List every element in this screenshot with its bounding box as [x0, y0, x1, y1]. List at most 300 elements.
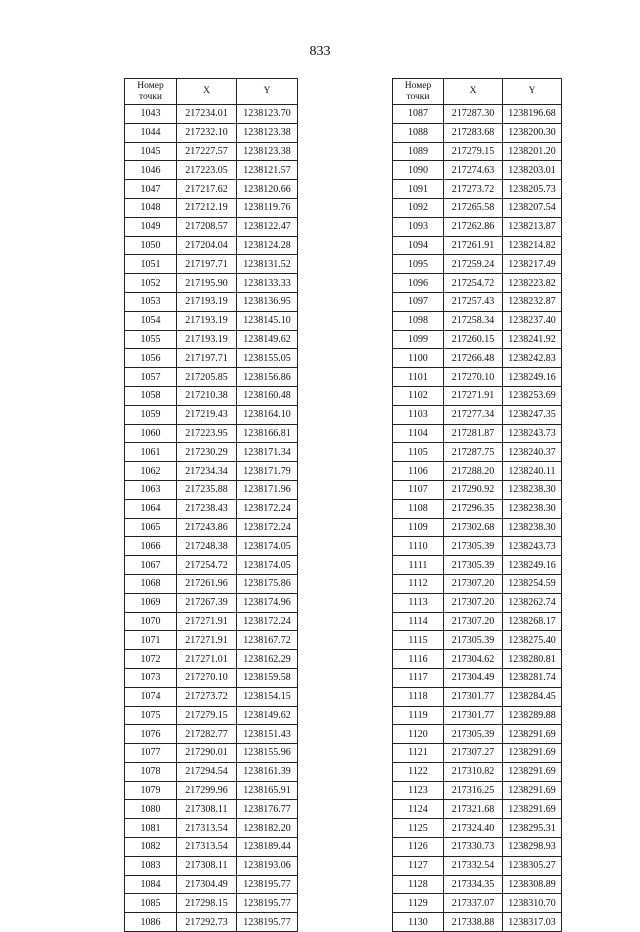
- point-number-cell: 1093: [393, 217, 444, 236]
- x-coordinate-cell: 217266.48: [444, 349, 503, 368]
- table-row: [125, 875, 298, 894]
- point-number-cell: 1100: [393, 349, 444, 368]
- point-number-cell: 1122: [393, 762, 444, 781]
- table-row: [393, 480, 562, 499]
- y-coordinate-cell: 1238156.86: [237, 368, 298, 387]
- table-row: [393, 161, 562, 180]
- point-number-cell: 1045: [125, 142, 177, 161]
- x-coordinate-cell: 217287.30: [444, 105, 503, 124]
- table-row: [393, 800, 562, 819]
- table-row: [393, 650, 562, 669]
- x-coordinate-cell: 217223.05: [177, 161, 237, 180]
- header-point-line2: точки: [138, 91, 162, 102]
- point-number-cell: 1046: [125, 161, 177, 180]
- x-coordinate-cell: 217210.38: [177, 386, 237, 405]
- table-row: [125, 443, 298, 462]
- x-coordinate-cell: 217234.34: [177, 462, 237, 481]
- y-coordinate-cell: 1238298.93: [503, 838, 562, 857]
- x-coordinate-cell: 217261.91: [444, 236, 503, 255]
- point-number-cell: 1071: [125, 631, 177, 650]
- point-number-cell: 1102: [393, 386, 444, 405]
- table-row: [125, 650, 298, 669]
- y-coordinate-cell: 1238171.96: [237, 480, 298, 499]
- point-number-cell: 1119: [393, 706, 444, 725]
- point-number-cell: 1125: [393, 819, 444, 838]
- header-x: X: [177, 79, 237, 105]
- point-number-cell: 1108: [393, 499, 444, 518]
- point-number-cell: 1110: [393, 537, 444, 556]
- table-row: [393, 349, 562, 368]
- y-coordinate-cell: 1238207.54: [503, 198, 562, 217]
- y-coordinate-cell: 1238124.28: [237, 236, 298, 255]
- point-number-cell: 1075: [125, 706, 177, 725]
- point-number-cell: 1086: [125, 913, 177, 932]
- point-number-cell: 1062: [125, 462, 177, 481]
- y-coordinate-cell: 1238195.77: [237, 913, 298, 932]
- point-number-cell: 1085: [125, 894, 177, 913]
- y-coordinate-cell: 1238254.59: [503, 574, 562, 593]
- x-coordinate-cell: 217316.25: [444, 781, 503, 800]
- point-number-cell: 1115: [393, 631, 444, 650]
- table-row: [125, 687, 298, 706]
- x-coordinate-cell: 217307.27: [444, 744, 503, 763]
- y-coordinate-cell: 1238196.68: [503, 105, 562, 124]
- y-coordinate-cell: 1238237.40: [503, 311, 562, 330]
- y-coordinate-cell: 1238172.24: [237, 518, 298, 537]
- x-coordinate-cell: 217254.72: [177, 556, 237, 575]
- x-coordinate-cell: 217260.15: [444, 330, 503, 349]
- y-coordinate-cell: 1238171.34: [237, 443, 298, 462]
- x-coordinate-cell: 217283.68: [444, 123, 503, 142]
- x-coordinate-cell: 217334.35: [444, 875, 503, 894]
- x-coordinate-cell: 217298.15: [177, 894, 237, 913]
- table-row: [125, 499, 298, 518]
- y-coordinate-cell: 1238167.72: [237, 631, 298, 650]
- point-number-cell: 1052: [125, 274, 177, 293]
- y-coordinate-cell: 1238249.16: [503, 556, 562, 575]
- y-coordinate-cell: 1238291.69: [503, 800, 562, 819]
- x-coordinate-cell: 217296.35: [444, 499, 503, 518]
- point-number-cell: 1054: [125, 311, 177, 330]
- x-coordinate-cell: 217310.82: [444, 762, 503, 781]
- table-row: [393, 838, 562, 857]
- y-coordinate-cell: 1238289.88: [503, 706, 562, 725]
- table-row: [393, 180, 562, 199]
- point-number-cell: 1066: [125, 537, 177, 556]
- point-number-cell: 1120: [393, 725, 444, 744]
- y-coordinate-cell: 1238253.69: [503, 386, 562, 405]
- y-coordinate-cell: 1238164.10: [237, 405, 298, 424]
- table-row: [393, 255, 562, 274]
- x-coordinate-cell: 217193.19: [177, 292, 237, 311]
- y-coordinate-cell: 1238243.73: [503, 424, 562, 443]
- y-coordinate-cell: 1238291.69: [503, 762, 562, 781]
- x-coordinate-cell: 217217.62: [177, 180, 237, 199]
- point-number-cell: 1094: [393, 236, 444, 255]
- point-number-cell: 1058: [125, 386, 177, 405]
- x-coordinate-cell: 217257.43: [444, 292, 503, 311]
- table-row: [125, 819, 298, 838]
- y-coordinate-cell: 1238172.24: [237, 612, 298, 631]
- table-row: [125, 556, 298, 575]
- table-row: [125, 725, 298, 744]
- y-coordinate-cell: 1238214.82: [503, 236, 562, 255]
- header-point-number: [125, 79, 177, 105]
- x-coordinate-cell: 217304.62: [444, 650, 503, 669]
- point-number-cell: 1084: [125, 875, 177, 894]
- x-coordinate-cell: 217195.90: [177, 274, 237, 293]
- table-row: [125, 480, 298, 499]
- x-coordinate-cell: 217270.10: [444, 368, 503, 387]
- y-coordinate-cell: 1238243.73: [503, 537, 562, 556]
- y-coordinate-cell: 1238171.79: [237, 462, 298, 481]
- table-row: [393, 311, 562, 330]
- point-number-cell: 1065: [125, 518, 177, 537]
- y-coordinate-cell: 1238122.47: [237, 217, 298, 236]
- table-row: [393, 856, 562, 875]
- table-row: [125, 368, 298, 387]
- x-coordinate-cell: 217273.72: [177, 687, 237, 706]
- point-number-cell: 1044: [125, 123, 177, 142]
- table-row: [125, 518, 298, 537]
- y-coordinate-cell: 1238200.30: [503, 123, 562, 142]
- y-coordinate-cell: 1238295.31: [503, 819, 562, 838]
- y-coordinate-cell: 1238249.16: [503, 368, 562, 387]
- point-number-cell: 1059: [125, 405, 177, 424]
- y-coordinate-cell: 1238133.33: [237, 274, 298, 293]
- point-number-cell: 1113: [393, 593, 444, 612]
- y-coordinate-cell: 1238195.77: [237, 894, 298, 913]
- x-coordinate-cell: 217232.10: [177, 123, 237, 142]
- table-row: [393, 236, 562, 255]
- point-number-cell: 1090: [393, 161, 444, 180]
- table-row: [393, 894, 562, 913]
- point-number-cell: 1114: [393, 612, 444, 631]
- x-coordinate-cell: 217219.43: [177, 405, 237, 424]
- point-number-cell: 1068: [125, 574, 177, 593]
- point-number-cell: 1067: [125, 556, 177, 575]
- table-row: [125, 161, 298, 180]
- point-number-cell: 1129: [393, 894, 444, 913]
- y-coordinate-cell: 1238203.01: [503, 161, 562, 180]
- y-coordinate-cell: 1238268.17: [503, 612, 562, 631]
- x-coordinate-cell: 217193.19: [177, 330, 237, 349]
- x-coordinate-cell: 217305.39: [444, 725, 503, 744]
- table-row: [125, 217, 298, 236]
- point-number-cell: 1061: [125, 443, 177, 462]
- table-row: [393, 819, 562, 838]
- table-row: [125, 405, 298, 424]
- x-coordinate-cell: 217292.73: [177, 913, 237, 932]
- y-coordinate-cell: 1238136.95: [237, 292, 298, 311]
- table-row: [393, 330, 562, 349]
- header-point-line1: Номер: [137, 80, 164, 91]
- x-coordinate-cell: 217267.39: [177, 593, 237, 612]
- y-coordinate-cell: 1238151.43: [237, 725, 298, 744]
- x-coordinate-cell: 217279.15: [177, 706, 237, 725]
- point-number-cell: 1080: [125, 800, 177, 819]
- x-coordinate-cell: 217271.91: [177, 631, 237, 650]
- y-coordinate-cell: 1238238.30: [503, 480, 562, 499]
- table-row: [125, 612, 298, 631]
- x-coordinate-cell: 217234.01: [177, 105, 237, 124]
- point-number-cell: 1043: [125, 105, 177, 124]
- y-coordinate-cell: 1238131.52: [237, 255, 298, 274]
- y-coordinate-cell: 1238241.92: [503, 330, 562, 349]
- y-coordinate-cell: 1238291.69: [503, 781, 562, 800]
- x-coordinate-cell: 217307.20: [444, 574, 503, 593]
- x-coordinate-cell: 217227.57: [177, 142, 237, 161]
- point-number-cell: 1053: [125, 292, 177, 311]
- page-number: 833: [309, 44, 331, 59]
- point-number-cell: 1081: [125, 819, 177, 838]
- y-coordinate-cell: 1238120.66: [237, 180, 298, 199]
- x-coordinate-cell: 217259.24: [444, 255, 503, 274]
- y-coordinate-cell: 1238262.74: [503, 593, 562, 612]
- x-coordinate-cell: 217305.39: [444, 537, 503, 556]
- y-coordinate-cell: 1238155.05: [237, 349, 298, 368]
- point-number-cell: 1083: [125, 856, 177, 875]
- point-number-cell: 1091: [393, 180, 444, 199]
- y-coordinate-cell: 1238149.62: [237, 706, 298, 725]
- point-number-cell: 1109: [393, 518, 444, 537]
- point-number-cell: 1127: [393, 856, 444, 875]
- table-row: [393, 781, 562, 800]
- table-row: [125, 838, 298, 857]
- x-coordinate-cell: 217304.49: [177, 875, 237, 894]
- table-row: [393, 123, 562, 142]
- x-coordinate-cell: 217197.71: [177, 255, 237, 274]
- x-coordinate-cell: 217262.86: [444, 217, 503, 236]
- table-row: [125, 744, 298, 763]
- point-number-cell: 1064: [125, 499, 177, 518]
- table-row: [393, 612, 562, 631]
- y-coordinate-cell: 1238275.40: [503, 631, 562, 650]
- y-coordinate-cell: 1238155.96: [237, 744, 298, 763]
- y-coordinate-cell: 1238281.74: [503, 668, 562, 687]
- table-row: [393, 668, 562, 687]
- point-number-cell: 1060: [125, 424, 177, 443]
- y-coordinate-cell: 1238310.70: [503, 894, 562, 913]
- point-number-cell: 1098: [393, 311, 444, 330]
- point-number-cell: 1070: [125, 612, 177, 631]
- point-number-cell: 1116: [393, 650, 444, 669]
- point-number-cell: 1097: [393, 292, 444, 311]
- point-number-cell: 1096: [393, 274, 444, 293]
- table-row: [393, 631, 562, 650]
- y-coordinate-cell: 1238174.05: [237, 556, 298, 575]
- x-coordinate-cell: 217205.85: [177, 368, 237, 387]
- point-number-cell: 1087: [393, 105, 444, 124]
- y-coordinate-cell: 1238308.89: [503, 875, 562, 894]
- x-coordinate-cell: 217304.49: [444, 668, 503, 687]
- point-number-cell: 1073: [125, 668, 177, 687]
- table-row: [125, 537, 298, 556]
- x-coordinate-cell: 217307.20: [444, 612, 503, 631]
- table-row: [393, 368, 562, 387]
- table-row: [125, 386, 298, 405]
- point-number-cell: 1092: [393, 198, 444, 217]
- point-number-cell: 1078: [125, 762, 177, 781]
- table-row: [125, 330, 298, 349]
- x-coordinate-cell: 217290.92: [444, 480, 503, 499]
- table-row: [393, 687, 562, 706]
- x-coordinate-cell: 217308.11: [177, 800, 237, 819]
- table-row: [125, 762, 298, 781]
- table-row: [393, 744, 562, 763]
- x-coordinate-cell: 217294.54: [177, 762, 237, 781]
- y-coordinate-cell: 1238175.86: [237, 574, 298, 593]
- table-row: [393, 386, 562, 405]
- x-coordinate-cell: 217281.87: [444, 424, 503, 443]
- y-coordinate-cell: 1238232.87: [503, 292, 562, 311]
- table-row: [125, 781, 298, 800]
- table-row: [393, 198, 562, 217]
- x-coordinate-cell: 217277.34: [444, 405, 503, 424]
- y-coordinate-cell: 1238123.70: [237, 105, 298, 124]
- header-x: X: [444, 79, 503, 105]
- point-number-cell: 1076: [125, 725, 177, 744]
- point-number-cell: 1104: [393, 424, 444, 443]
- header-point-number: [393, 79, 444, 105]
- point-number-cell: 1107: [393, 480, 444, 499]
- point-number-cell: 1072: [125, 650, 177, 669]
- x-coordinate-cell: 217230.29: [177, 443, 237, 462]
- table-row: [125, 123, 298, 142]
- table-row: [393, 443, 562, 462]
- y-coordinate-cell: 1238240.37: [503, 443, 562, 462]
- x-coordinate-cell: 217337.07: [444, 894, 503, 913]
- table-body-right: [393, 105, 562, 932]
- y-coordinate-cell: 1238247.35: [503, 405, 562, 424]
- table-row: [125, 800, 298, 819]
- point-number-cell: 1118: [393, 687, 444, 706]
- point-number-cell: 1047: [125, 180, 177, 199]
- table-row: [125, 668, 298, 687]
- y-coordinate-cell: 1238201.20: [503, 142, 562, 161]
- table-row: [125, 462, 298, 481]
- point-number-cell: 1095: [393, 255, 444, 274]
- point-number-cell: 1048: [125, 198, 177, 217]
- y-coordinate-cell: 1238189.44: [237, 838, 298, 857]
- table-row: [125, 631, 298, 650]
- point-number-cell: 1111: [393, 556, 444, 575]
- x-coordinate-cell: 217332.54: [444, 856, 503, 875]
- table-row: [125, 856, 298, 875]
- point-number-cell: 1130: [393, 913, 444, 932]
- table-row: [393, 537, 562, 556]
- point-number-cell: 1105: [393, 443, 444, 462]
- point-number-cell: 1103: [393, 405, 444, 424]
- x-coordinate-cell: 217197.71: [177, 349, 237, 368]
- table-row: [125, 198, 298, 217]
- table-row: [393, 217, 562, 236]
- x-coordinate-cell: 217282.77: [177, 725, 237, 744]
- x-coordinate-cell: 217238.43: [177, 499, 237, 518]
- table-row: [393, 875, 562, 894]
- table-row: [393, 725, 562, 744]
- y-coordinate-cell: 1238174.96: [237, 593, 298, 612]
- point-number-cell: 1056: [125, 349, 177, 368]
- y-coordinate-cell: 1238242.83: [503, 349, 562, 368]
- y-coordinate-cell: 1238174.05: [237, 537, 298, 556]
- coordinates-table-left: [124, 78, 298, 932]
- point-number-cell: 1106: [393, 462, 444, 481]
- table-row: [125, 913, 298, 932]
- y-coordinate-cell: 1238238.30: [503, 499, 562, 518]
- x-coordinate-cell: 217271.91: [444, 386, 503, 405]
- table-row: [393, 405, 562, 424]
- x-coordinate-cell: 217338.88: [444, 913, 503, 932]
- x-coordinate-cell: 217313.54: [177, 838, 237, 857]
- y-coordinate-cell: 1238182.20: [237, 819, 298, 838]
- point-number-cell: 1089: [393, 142, 444, 161]
- header-y: Y: [503, 79, 562, 105]
- y-coordinate-cell: 1238305.27: [503, 856, 562, 875]
- table-row: [125, 574, 298, 593]
- header-point-line1: Номер: [404, 80, 432, 91]
- y-coordinate-cell: 1238223.82: [503, 274, 562, 293]
- x-coordinate-cell: 217270.10: [177, 668, 237, 687]
- y-coordinate-cell: 1238284.45: [503, 687, 562, 706]
- table-row: [125, 292, 298, 311]
- table-row: [125, 706, 298, 725]
- point-number-cell: 1088: [393, 123, 444, 142]
- table-row: [393, 499, 562, 518]
- x-coordinate-cell: 217302.68: [444, 518, 503, 537]
- table-row: [393, 274, 562, 293]
- y-coordinate-cell: 1238121.57: [237, 161, 298, 180]
- table-row: [125, 255, 298, 274]
- point-number-cell: 1049: [125, 217, 177, 236]
- y-coordinate-cell: 1238280.81: [503, 650, 562, 669]
- point-number-cell: 1128: [393, 875, 444, 894]
- y-coordinate-cell: 1238217.49: [503, 255, 562, 274]
- y-coordinate-cell: 1238195.77: [237, 875, 298, 894]
- y-coordinate-cell: 1238154.15: [237, 687, 298, 706]
- x-coordinate-cell: 217313.54: [177, 819, 237, 838]
- table-row: [393, 105, 562, 124]
- x-coordinate-cell: 217287.75: [444, 443, 503, 462]
- table-row: [125, 424, 298, 443]
- y-coordinate-cell: 1238172.24: [237, 499, 298, 518]
- point-number-cell: 1074: [125, 687, 177, 706]
- y-coordinate-cell: 1238162.29: [237, 650, 298, 669]
- table-header-row: [393, 79, 562, 105]
- point-number-cell: 1055: [125, 330, 177, 349]
- x-coordinate-cell: 217288.20: [444, 462, 503, 481]
- table-row: [125, 311, 298, 330]
- point-number-cell: 1117: [393, 668, 444, 687]
- x-coordinate-cell: 217307.20: [444, 593, 503, 612]
- y-coordinate-cell: 1238159.58: [237, 668, 298, 687]
- table-row: [125, 236, 298, 255]
- y-coordinate-cell: 1238176.77: [237, 800, 298, 819]
- x-coordinate-cell: 217235.88: [177, 480, 237, 499]
- point-number-cell: 1079: [125, 781, 177, 800]
- y-coordinate-cell: 1238317.03: [503, 913, 562, 932]
- coordinates-table-right: [392, 78, 562, 932]
- header-point-line2: точки: [406, 91, 430, 102]
- table-row: [125, 142, 298, 161]
- x-coordinate-cell: 217324.40: [444, 819, 503, 838]
- y-coordinate-cell: 1238160.48: [237, 386, 298, 405]
- x-coordinate-cell: 217193.19: [177, 311, 237, 330]
- y-coordinate-cell: 1238123.38: [237, 123, 298, 142]
- y-coordinate-cell: 1238119.76: [237, 198, 298, 217]
- y-coordinate-cell: 1238145.10: [237, 311, 298, 330]
- point-number-cell: 1082: [125, 838, 177, 857]
